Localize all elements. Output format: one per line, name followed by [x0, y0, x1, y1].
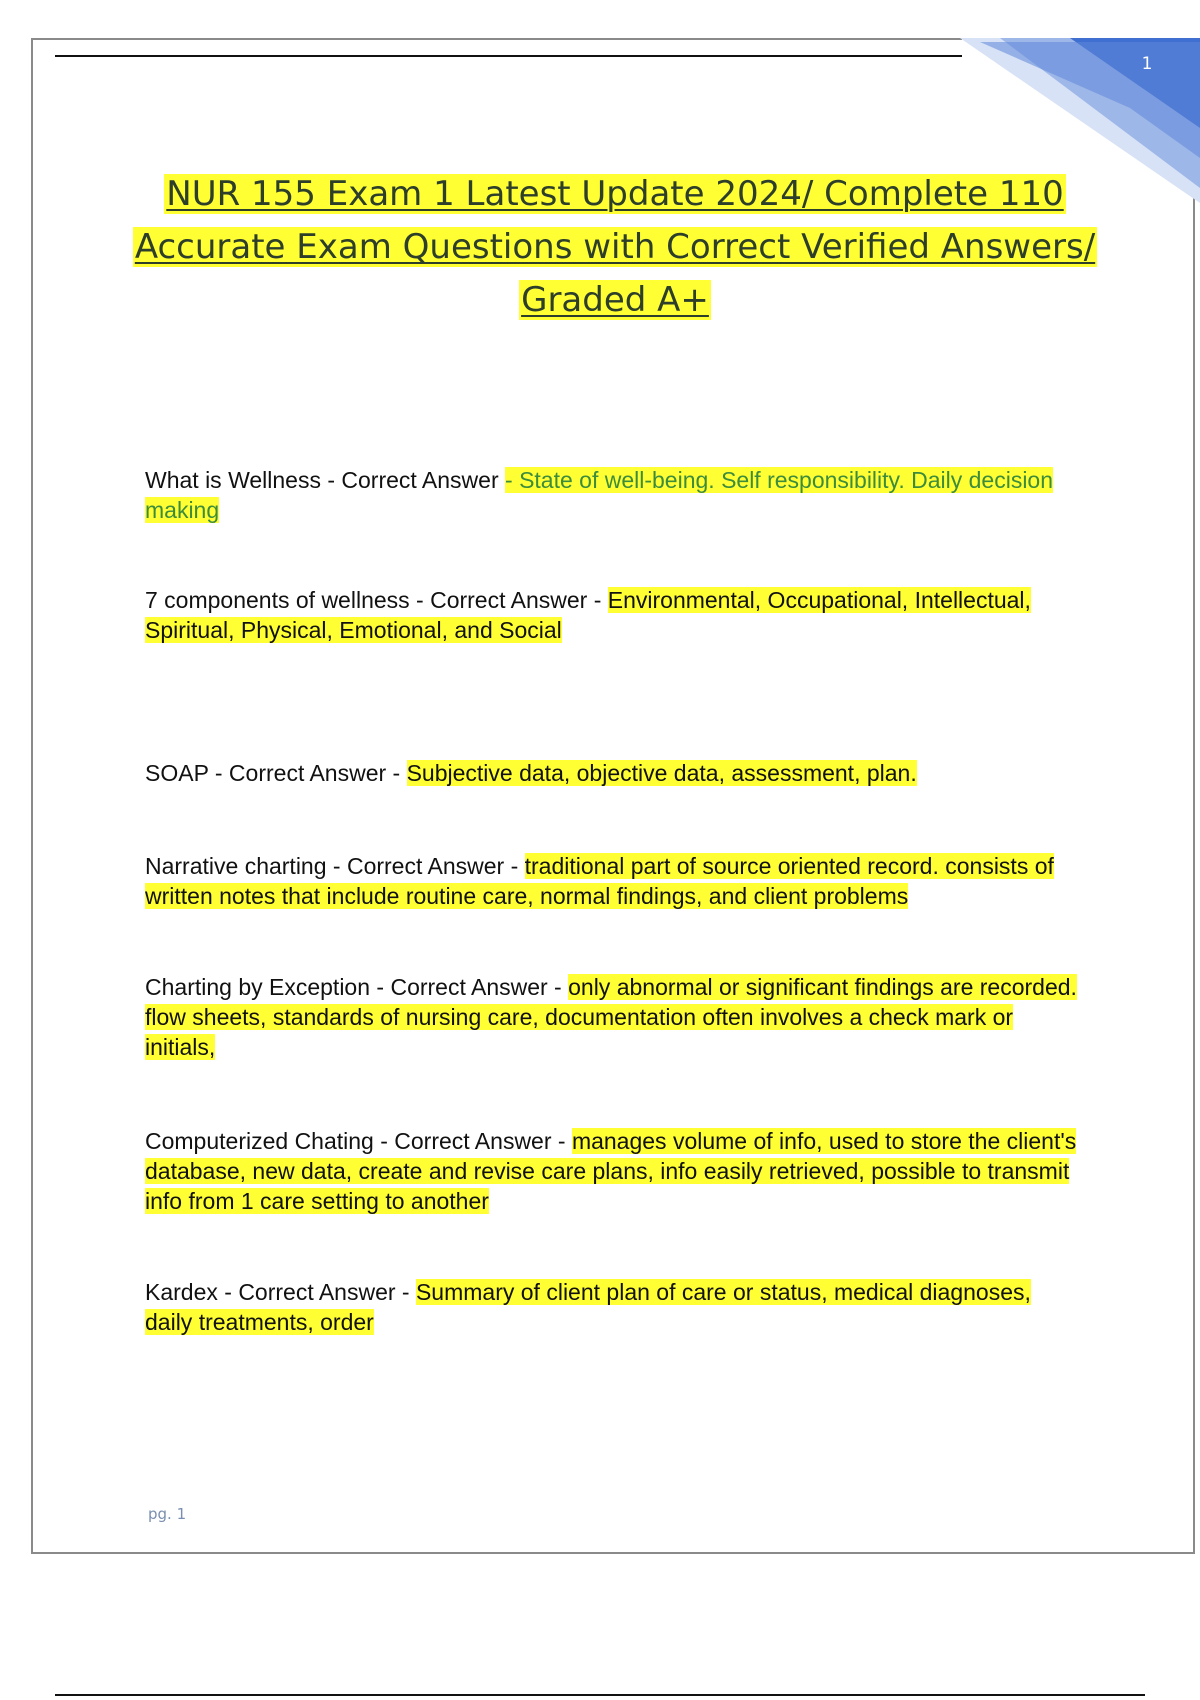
- entry-term: Kardex - Correct Answer -: [145, 1279, 416, 1305]
- title-line-1: NUR 155 Exam 1 Latest Update 2024/ Complete 110: [166, 174, 1064, 214]
- qa-entry-kardex: [145, 1277, 1080, 1337]
- qa-entry-narrative: [145, 851, 1080, 911]
- entry-answer: Summary of client plan of care or status, medical diagnoses, daily treatments, order: [145, 1279, 1031, 1335]
- entry-term: Charting by Exception - Correct Answer -: [145, 974, 569, 1000]
- entry-term: What is Wellness - Correct Answer: [145, 467, 506, 493]
- entry-term: 7 components of wellness - Correct Answer -: [145, 587, 608, 613]
- entry-term: SOAP - Correct Answer -: [145, 760, 407, 786]
- qa-entry-wellness: [145, 465, 1080, 525]
- entry-answer: only abnormal or significant findings are recorded. flow sheets, standards of nursing care, documentation often involves a check mark or initials,: [145, 974, 1077, 1060]
- entry-answer: Subjective data, objective data, assessment, plan.: [406, 760, 917, 786]
- document-title: [110, 168, 1120, 327]
- title-line-2: Accurate Exam Questions with Correct Verified Answers/: [134, 227, 1096, 267]
- entry-answer: - State of well-being. Self responsibility. Daily decision making: [145, 467, 1054, 523]
- header-rule: [55, 55, 962, 57]
- page-footer: pg. 1: [148, 1505, 187, 1523]
- page-number: 1: [1141, 54, 1153, 74]
- title-line-3: Graded A+: [521, 280, 709, 320]
- entry-answer: Environmental, Occupational, Intellectual, Spiritual, Physical, Emotional, and Social: [145, 587, 1031, 643]
- next-page-rule: [55, 1694, 1145, 1696]
- qa-entry-exception: [145, 972, 1080, 1062]
- entry-answer: traditional part of source oriented record. consists of written notes that include routine care, normal findings, and client problems: [145, 853, 1054, 909]
- qa-entry-components: [145, 585, 1080, 645]
- qa-entry-computerized: [145, 1126, 1080, 1216]
- entry-term: Narrative charting - Correct Answer -: [145, 853, 525, 879]
- entry-answer: manages volume of info, used to store the client's database, new data, create and revise care plans, info easily retrieved, possible to transmit info from 1 care setting to another: [145, 1128, 1077, 1214]
- qa-entry-soap: [145, 758, 1080, 788]
- entry-term: Computerized Chating - Correct Answer -: [145, 1128, 572, 1154]
